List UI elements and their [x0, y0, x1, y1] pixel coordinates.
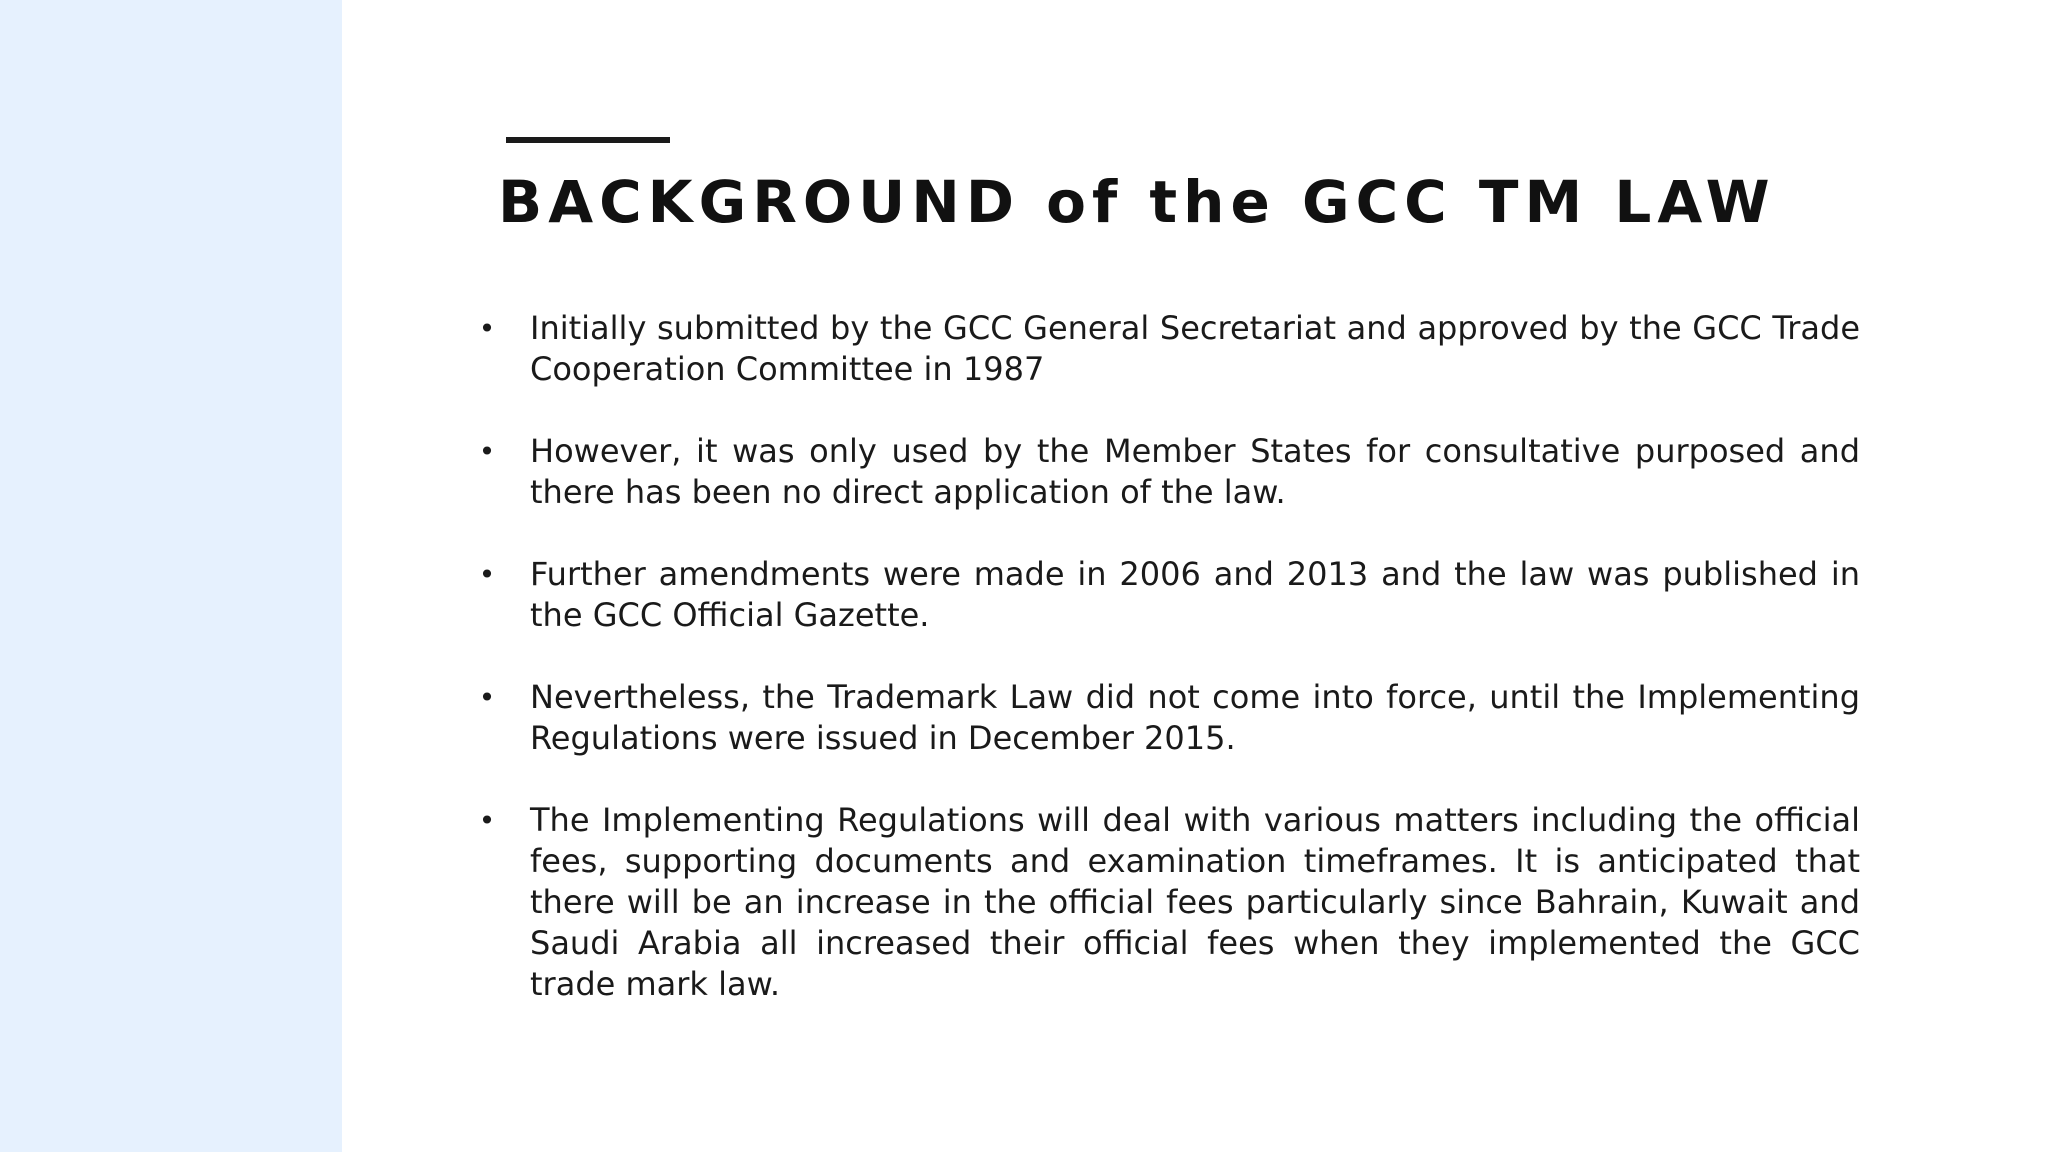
bullet-icon: •: [478, 312, 496, 345]
bullet-item: [476, 800, 1860, 1005]
bullet-item: [476, 677, 1860, 759]
bullet-icon: •: [478, 558, 496, 591]
bullet-text: However, it was only used by the Member States for consultative purposed and there has been no direct application of the law.: [530, 432, 1860, 511]
bullet-text: Nevertheless, the Trademark Law did not come into force, until the Implementing Regulations were issued in December 2015.: [530, 678, 1860, 757]
title-accent-rule: [506, 137, 670, 143]
bullet-icon: •: [478, 804, 496, 837]
bullet-item: [476, 554, 1860, 636]
bullet-icon: •: [478, 435, 496, 468]
bullet-list: [476, 308, 1860, 1046]
bullet-text: Initially submitted by the GCC General Secretariat and approved by the GCC Trade Cooperation Committee in 1987: [530, 309, 1860, 388]
bullet-icon: •: [478, 681, 496, 714]
bullet-item: [476, 431, 1860, 513]
bullet-text: Further amendments were made in 2006 and 2013 and the law was published in the GCC Official Gazette.: [530, 555, 1860, 634]
slide-title: BACKGROUND of the GCC TM LAW: [498, 168, 1776, 236]
bullet-text: The Implementing Regulations will deal with various matters including the official fees, supporting documents and examination timeframes. It is anticipated that there will be an increase in the official fees particularly since Bahrain, Kuwait and Saudi Arabia all increased their official fees when they implemented the GCC trade mark law.: [530, 801, 1860, 1003]
bullet-item: [476, 308, 1860, 390]
side-panel: [0, 0, 342, 1152]
